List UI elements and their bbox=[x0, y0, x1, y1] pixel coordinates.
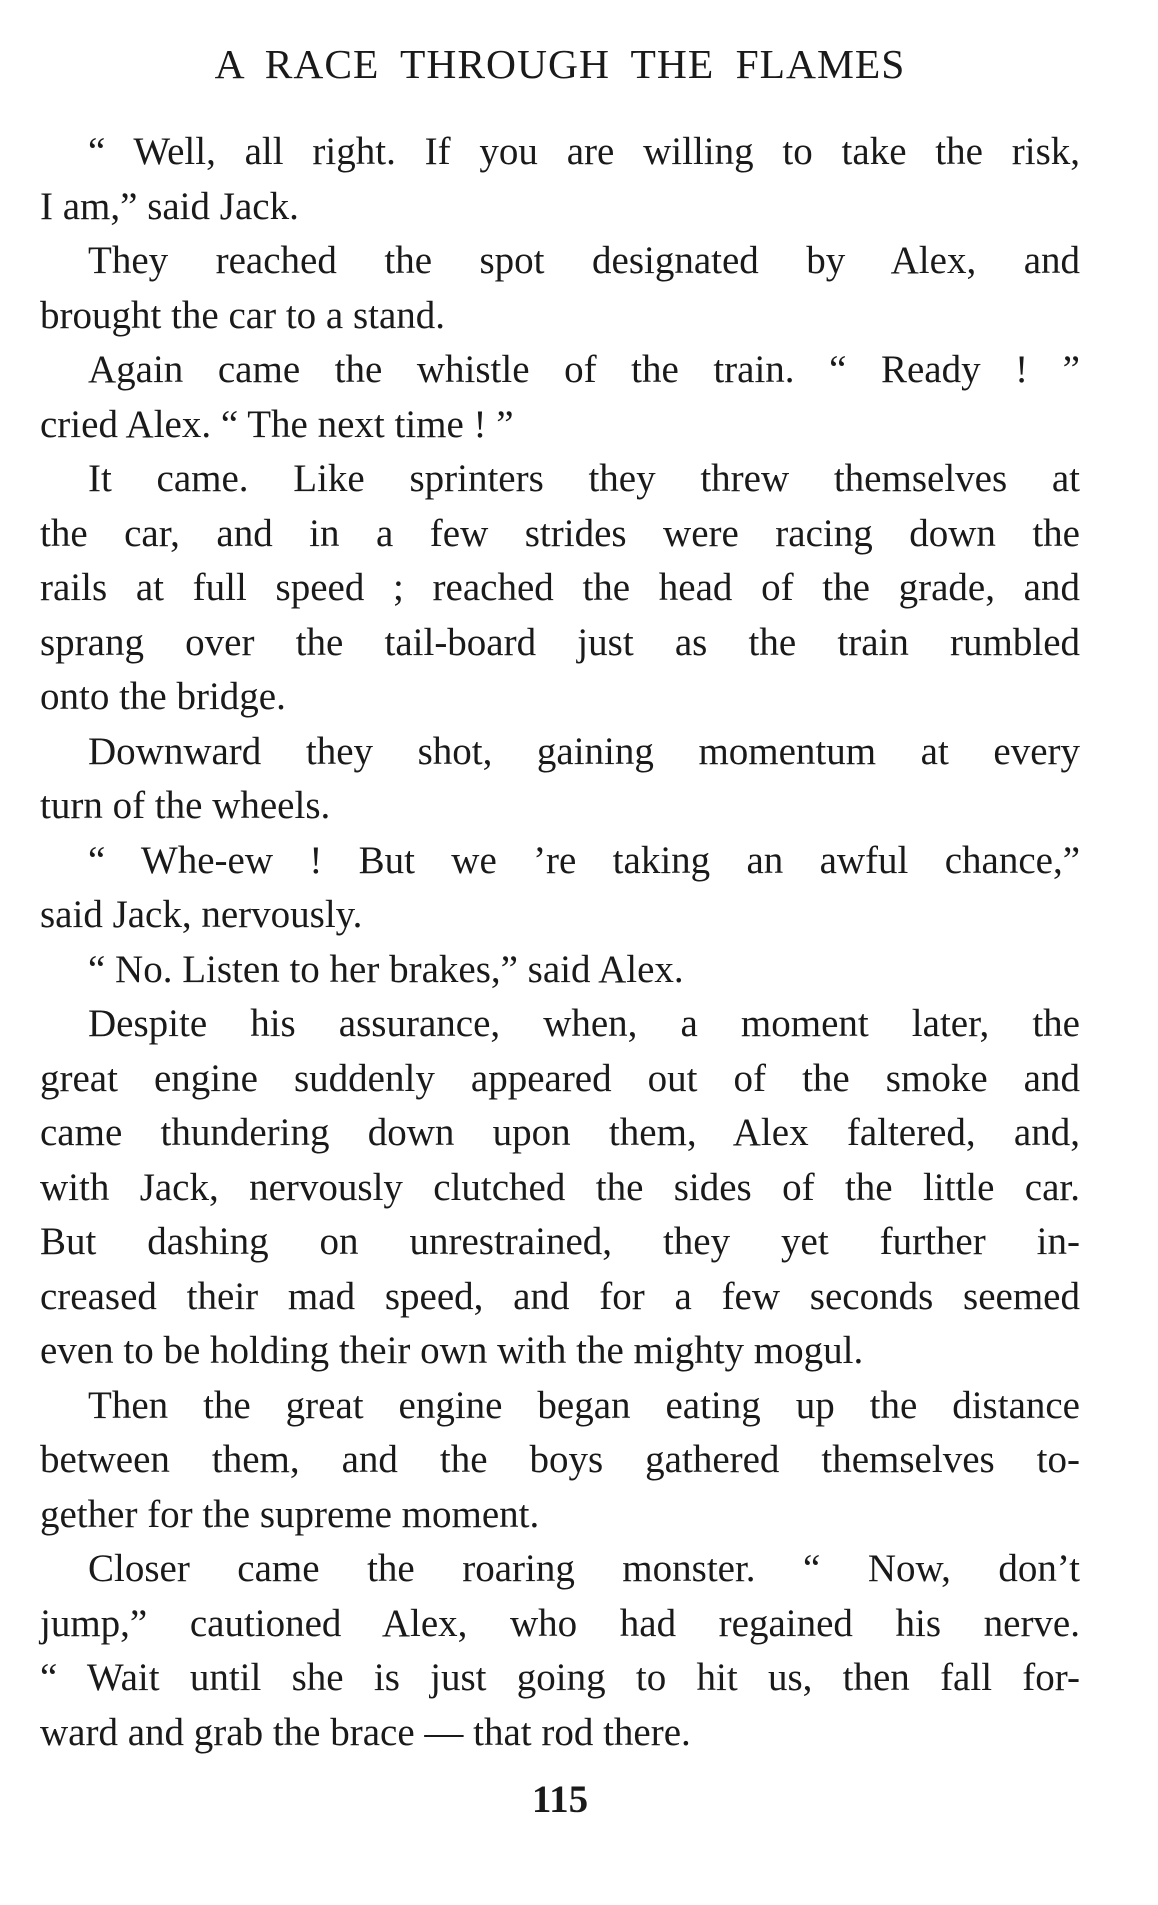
text-line: I am,” said Jack. bbox=[40, 184, 299, 228]
text-line: sprang over the tail-board just as the train rumbled bbox=[40, 620, 1080, 664]
text-line: gether for the supreme moment. bbox=[40, 1492, 540, 1536]
text-line: turn of the wheels. bbox=[40, 784, 331, 827]
text-line: onto the bridge. bbox=[40, 675, 286, 718]
text-line: “ Wait until she is just going to hit us, then fall for- bbox=[40, 1656, 1080, 1699]
text-line: But dashing on unrestrained, they yet further in- bbox=[40, 1220, 1080, 1263]
text-line: even to be holding their own with the mighty mogul. bbox=[40, 1329, 864, 1372]
text-line: ward and grab the brace — that rod there. bbox=[40, 1710, 691, 1754]
text-line: cried Alex. “ The next time ! ” bbox=[40, 402, 514, 446]
running-title: A RACE THROUGH THE FLAMES bbox=[214, 41, 906, 87]
text-line: “ No. Listen to her brakes,” said Alex. bbox=[88, 947, 684, 991]
text-line: They reached the spot designated by Alex, and bbox=[88, 239, 1080, 282]
text-line: It came. Like sprinters they threw themselves at bbox=[88, 457, 1080, 500]
text-line: said Jack, nervously. bbox=[40, 893, 363, 936]
page-number: 115 bbox=[531, 1778, 589, 1821]
text-line: the car, and in a few strides were racing down the bbox=[40, 511, 1080, 555]
text-line: Then the great engine began eating up the distance bbox=[88, 1383, 1080, 1427]
text-line: creased their mad speed, and for a few seconds seemed bbox=[40, 1274, 1080, 1318]
text-line: brought the car to a stand. bbox=[40, 293, 446, 337]
text-line: jump,” cautioned Alex, who had regained his nerve. bbox=[40, 1601, 1080, 1645]
text-line: rails at full speed ; reached the head of the grade, and bbox=[40, 566, 1080, 609]
text-line: with Jack, nervously clutched the sides of the little car. bbox=[40, 1165, 1080, 1209]
text-line: Downward they shot, gaining momentum at every bbox=[88, 729, 1080, 773]
text-line: came thundering down upon them, Alex faltered, and, bbox=[40, 1111, 1080, 1154]
text-line: great engine suddenly appeared out of the smoke and bbox=[40, 1056, 1080, 1100]
text-line: between them, and the boys gathered themselves to- bbox=[40, 1438, 1080, 1481]
text-line: “ Whe-ew ! But we ’re taking an awful chance,” bbox=[88, 838, 1080, 882]
text-line: Closer came the roaring monster. “ Now, don’t bbox=[88, 1547, 1080, 1590]
text-line: Again came the whistle of the train. “ Ready ! ” bbox=[88, 348, 1080, 391]
body-text bbox=[40, 125, 1080, 1760]
text-line: Despite his assurance, when, a moment later, the bbox=[88, 1002, 1080, 1045]
text-line: “ Well, all right. If you are willing to take the risk, bbox=[88, 130, 1080, 173]
book-page bbox=[40, 0, 1080, 1905]
